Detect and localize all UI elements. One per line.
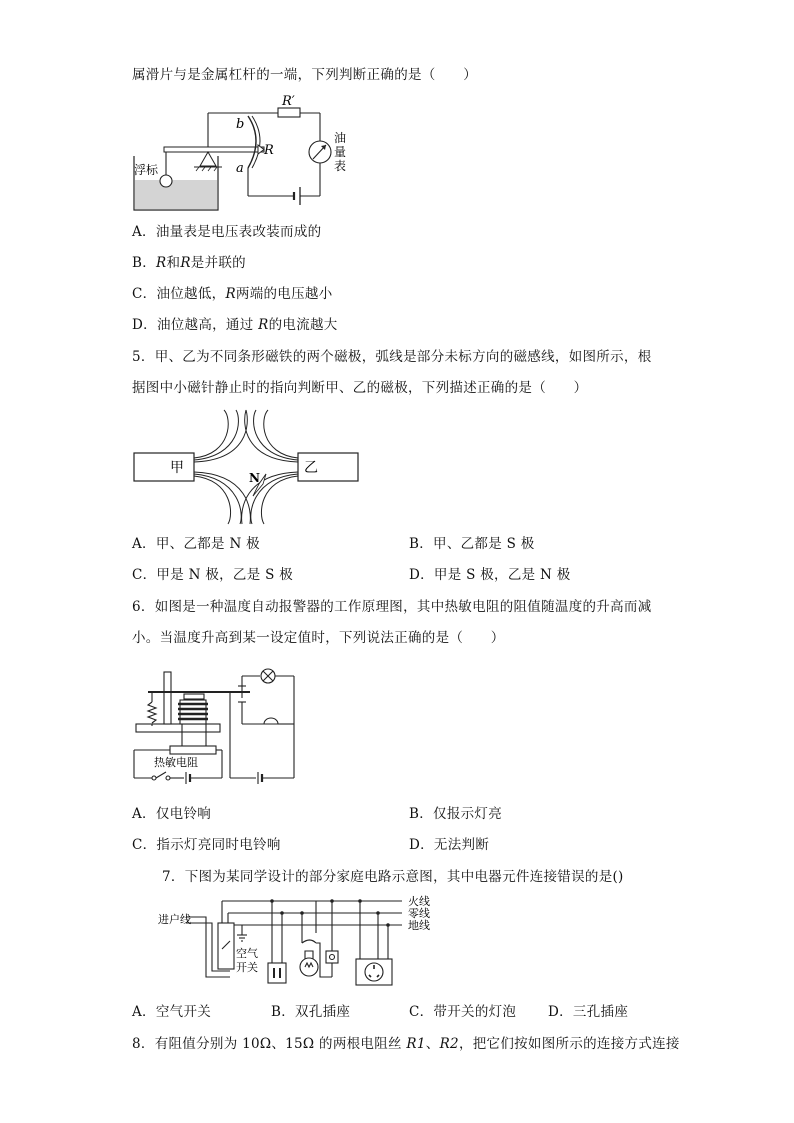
needle-n-label: N (249, 471, 260, 485)
q8-r1: R1 (406, 1036, 426, 1052)
a-label: a (236, 161, 244, 176)
option-text: 油位越高，通过 (156, 317, 259, 333)
q8-r2: R2 (439, 1036, 459, 1052)
option-var: R (156, 255, 167, 271)
q4-oil-gauge-figure (128, 88, 358, 218)
option-var: R (180, 255, 191, 271)
q5-option-b[interactable]: B．甲、乙都是 S 极 (409, 536, 535, 552)
q7-option-d[interactable]: D．三孔插座 (548, 1004, 629, 1020)
q7-stem-line-1: 7．下图为某同学设计的部分家庭电路示意图，其中电器元件连接错误的是() (162, 869, 624, 885)
q6-alarm-figure (130, 662, 300, 790)
option-text: 油量表是电压表改装而成的 (155, 224, 322, 240)
live-wire-label: 火线 (408, 895, 430, 908)
q6-stem-line-2: 小。当温度升高到某一设定值时，下列说法正确的是（ ） (132, 630, 505, 646)
option-letter: D． (132, 317, 157, 333)
q5-magnet-figure (132, 410, 360, 525)
air-switch-label-1: 空气 (236, 947, 258, 960)
entry-line-label: 进户线 (158, 913, 191, 926)
q5-option-a[interactable]: A．甲、乙都是 N 极 (132, 536, 260, 552)
r-label: R (264, 143, 274, 158)
q7-option-a[interactable]: A．空气开关 (132, 1004, 212, 1020)
option-text: 是并联的 (190, 255, 246, 271)
option-letter: C． (132, 286, 157, 302)
neutral-wire-label: 零线 (408, 907, 430, 920)
option-text: 和 (166, 255, 181, 271)
q4-option-b[interactable] (132, 254, 246, 272)
q8-stem-post: ，把它们按如图所示的连接方式连接 (458, 1036, 680, 1052)
r-prime-label: R′ (282, 94, 295, 109)
ground-wire-label: 地线 (408, 919, 430, 932)
option-text: 两端的电压越小 (235, 286, 333, 302)
q4-option-d[interactable] (132, 316, 338, 334)
air-switch-label-2: 开关 (236, 961, 258, 974)
q6-option-a[interactable]: A．仅电铃响 (132, 806, 212, 822)
q7-option-c[interactable]: C．带开关的灯泡 (409, 1004, 517, 1020)
option-letter: B． (132, 255, 157, 271)
q5-stem-line-2: 据图中小磁针静止时的指向判断甲、乙的磁极，下列描述正确的是（ ） (132, 380, 588, 396)
oil-meter-label-1: 油 (334, 131, 347, 145)
left-pole-label: 甲 (170, 460, 184, 476)
oil-meter-label-3: 表 (334, 159, 347, 173)
option-text: 油位越低， (156, 286, 226, 302)
q4-stem-tail: 属滑片与是金属杠杆的一端，下列判断正确的是（ ） (132, 67, 477, 83)
b-label: b (236, 117, 245, 132)
option-var: R (225, 286, 236, 302)
q6-option-b[interactable]: B．仅报示灯亮 (409, 806, 503, 822)
q6-option-d[interactable]: D．无法判断 (409, 837, 490, 853)
q5-stem-line-1: 5．甲、乙为不同条形磁铁的两个磁极，弧线是部分未标方向的磁感线，如图所示，根 (132, 349, 652, 365)
q8-stem-pre: 8．有阻值分别为 10Ω、15Ω 的两根电阻丝 (132, 1036, 407, 1052)
right-pole-label: 乙 (304, 460, 318, 476)
q4-option-c[interactable] (132, 285, 333, 303)
q7-household-circuit-figure (156, 893, 440, 993)
option-var: R (258, 317, 269, 333)
float-label: 浮标 (134, 163, 159, 177)
oil-meter-label-2: 量 (334, 145, 347, 159)
q4-option-a[interactable] (132, 223, 321, 241)
thermistor-label: 热敏电阻 (154, 756, 198, 769)
q6-stem-line-1: 6．如图是一种温度自动报警器的工作原理图，其中热敏电阻的阻值随温度的升高而减 (132, 599, 652, 615)
q5-option-c[interactable]: C．甲是 N 极，乙是 S 极 (132, 567, 294, 583)
q8-sep: 、 (425, 1036, 440, 1052)
option-text: 的电流越大 (268, 317, 338, 333)
q7-option-b[interactable]: B．双孔插座 (271, 1004, 351, 1020)
q8-stem-line-1 (132, 1035, 680, 1053)
option-letter: A． (132, 224, 156, 240)
q6-option-c[interactable]: C．指示灯亮同时电铃响 (132, 837, 281, 853)
q5-option-d[interactable]: D．甲是 S 极，乙是 N 极 (409, 567, 571, 583)
